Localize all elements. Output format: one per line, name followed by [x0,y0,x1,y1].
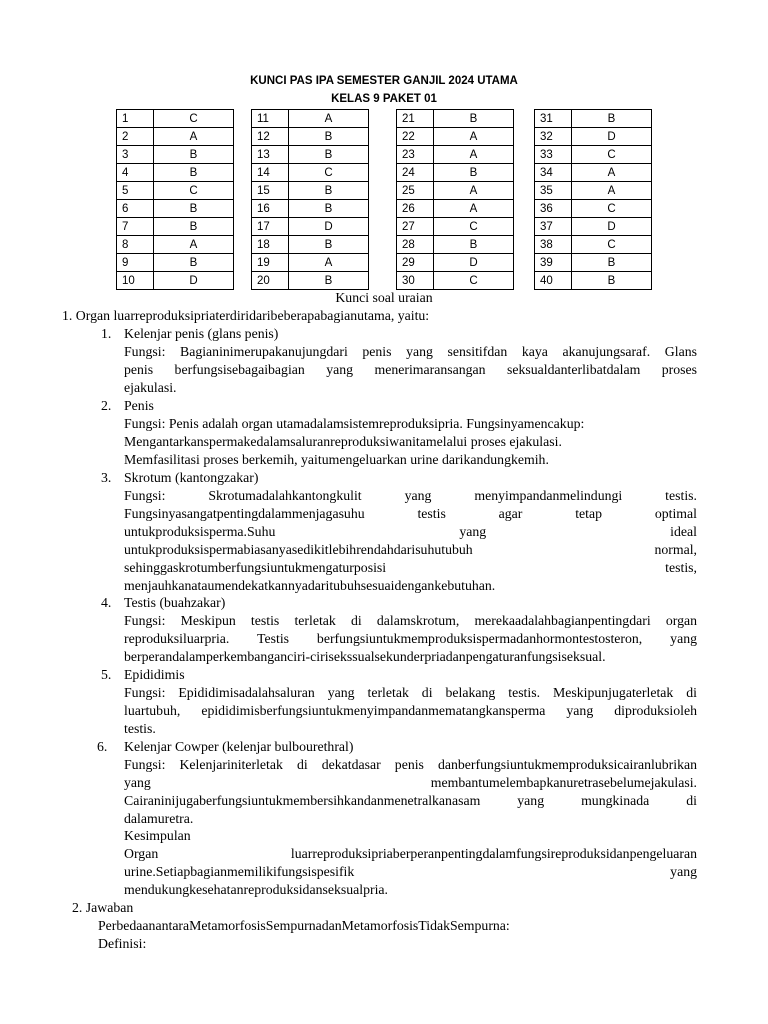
answer-letter: B [434,110,514,128]
item-6-text: Fungsi: Kelenjariniterletak di dekatdasar penis danberfungsiuntukmemproduksicairanlubrikan [124,757,697,772]
answer-letter: A [154,128,234,146]
answer-letter: A [572,164,652,182]
question-number: 16 [252,200,289,218]
item-5-title: Epididimis [124,667,185,682]
question-number: 28 [397,236,434,254]
answer-row [535,236,652,254]
item-4-title: Testis (buahzakar) [124,595,226,610]
answer-row [252,110,369,128]
item-1-text: ejakulasi. [124,380,177,395]
answer-letter: B [154,254,234,272]
answer-letter: C [434,272,514,290]
answer-letter: B [572,254,652,272]
item-6-title: Kelenjar Cowper (kelenjar bulbourethral) [124,739,354,754]
item-2-text: Memfasilitasi proses berkemih, yaitumengeluarkan urine darikandungkemih. [124,452,549,467]
answer-letter: B [289,272,369,290]
question-number: 27 [397,218,434,236]
question-number: 24 [397,164,434,182]
item-5-text: luartubuh, epididimisberfungsiuntukmenyimpandanmematangkansperma yang diproduksioleh [124,703,697,718]
question-number: 11 [252,110,289,128]
answer-row [117,128,234,146]
answer-letter: A [434,200,514,218]
question-number: 15 [252,182,289,200]
question-number: 6 [117,200,154,218]
answer-letter: A [434,146,514,164]
conclusion-label: Kesimpulan [124,828,191,843]
item-6-text: yang membantumelembapkanuretrasebelumejakulasi. [124,775,697,790]
answer-row [535,182,652,200]
answer-row [117,200,234,218]
answer-letter: C [434,218,514,236]
question-number: 18 [252,236,289,254]
answer-row [535,146,652,164]
question-number: 34 [535,164,572,182]
question-number: 14 [252,164,289,182]
answer-letter: A [572,182,652,200]
answer-letter: B [289,200,369,218]
answer-key-table-4 [534,109,652,290]
answer-letter: A [289,110,369,128]
document-title: KUNCI PAS IPA SEMESTER GANJIL 2024 UTAMA [250,75,518,87]
question-number: 26 [397,200,434,218]
question-number: 37 [535,218,572,236]
answer-letter: B [434,236,514,254]
answer-row [535,200,652,218]
question-2-definition-label: Definisi: [98,936,147,951]
question-number: 25 [397,182,434,200]
item-3-text: menjauhkanataumendekatkannyadaritubuhsesuaidengankebutuhan. [124,578,496,593]
item-2-text: Mengantarkanspermakedalamsaluranreproduksiwanitamelalui proses ejakulasi. [124,434,562,449]
item-2-text: Fungsi: Penis adalah organ utamadalamsistemreproduksipria. Fungsinyamencakup: [124,416,585,431]
question-number: 23 [397,146,434,164]
answer-letter: B [289,146,369,164]
answer-row [252,182,369,200]
question-number: 31 [535,110,572,128]
answer-letter: B [154,146,234,164]
answer-row [117,164,234,182]
item-3-marker: 3. [101,470,112,485]
conclusion-text: urine.Setiapbagianmemilikifungsispesifik yang [124,864,697,879]
question-number: 32 [535,128,572,146]
answer-row [397,110,514,128]
answer-letter: B [572,110,652,128]
question-number: 8 [117,236,154,254]
document-subtitle: KELAS 9 PAKET 01 [331,93,437,105]
answer-key-table-3 [396,109,514,290]
item-3-text: Fungsinyasangatpentingdalammenjagasuhu testis agar tetap optimal [124,506,697,521]
item-3-text: untukproduksispermabiasanyasedikitlebihrendahdarisuhutubuh normal, [124,542,697,557]
item-5-text: Fungsi: Epididimisadalahsaluran yang terletak di belakang testis. Meskipunjugaterletak di [124,685,697,700]
question-2-text: PerbedaanantaraMetamorfosisSempurnadanMetamorfosisTidakSempurna: [98,918,510,933]
question-1-intro: 1. Organ luarreproduksipriaterdiridaribeberapabagianutama, yaitu: [62,308,430,323]
answer-letter: D [154,272,234,290]
question-number: 9 [117,254,154,272]
answer-row [397,164,514,182]
answer-row [397,236,514,254]
item-3-title: Skrotum (kantongzakar) [124,470,259,485]
answer-row [252,218,369,236]
item-3-text: untukproduksisperma.Suhu yang ideal [124,524,697,539]
question-number: 12 [252,128,289,146]
item-1-text: penis berfungsisebagaibagian yang menerimaransangan seksualdanterlibatdalam proses [124,362,697,377]
item-4-text: reproduksiluarpria. Testis berfungsiuntukmemproduksispermadanhormontestosteron, yang [124,631,697,646]
question-number: 21 [397,110,434,128]
answer-letter: A [289,254,369,272]
question-number: 7 [117,218,154,236]
item-4-text: Fungsi: Meskipun testis terletak di dalamskrotum, merekaadalahbagianpentingdari organ [124,613,697,628]
answer-letter: B [289,128,369,146]
item-2-marker: 2. [101,398,112,413]
question-number: 1 [117,110,154,128]
answer-letter: B [154,200,234,218]
answer-letter: D [289,218,369,236]
item-4-text: berperandalamperkembanganciri-cirisekssualsekunderpriadanpengaturanfungsiseksual. [124,649,606,664]
answer-letter: A [154,236,234,254]
essay-heading: Kunci soal uraian [335,290,433,305]
answer-row [397,146,514,164]
item-5-marker: 5. [101,667,112,682]
answer-row [397,182,514,200]
answer-row [252,128,369,146]
answer-letter: B [154,164,234,182]
answer-letter: B [289,182,369,200]
item-3-text: Fungsi: Skrotumadalahkantongkulit yang menyimpandanmelindungi testis. [124,488,697,503]
answer-row [397,200,514,218]
question-number: 2 [117,128,154,146]
answer-row [117,254,234,272]
answer-row [535,164,652,182]
item-6-text: Cairaninijugaberfungsiuntukmembersihkandanmenetralkanasam yang mungkinada di [124,793,697,808]
answer-row [117,272,234,290]
answer-key-table-1 [116,109,234,290]
question-number: 3 [117,146,154,164]
answer-letter: A [434,128,514,146]
answer-row [535,272,652,290]
question-number: 39 [535,254,572,272]
answer-row [397,254,514,272]
question-number: 19 [252,254,289,272]
answer-letter: A [434,182,514,200]
item-1-title: Kelenjar penis (glans penis) [124,326,279,341]
answer-letter: D [572,218,652,236]
answer-letter: D [572,128,652,146]
item-2-title: Penis [124,398,154,413]
item-1-marker: 1. [101,326,112,341]
answer-row [252,254,369,272]
answer-row [535,218,652,236]
item-1-text: Fungsi: Bagianinimerupakanujungdari penis yang sensitifdan kaya akanujungsaraf. Glans [124,344,697,359]
question-number: 4 [117,164,154,182]
question-number: 20 [252,272,289,290]
answer-row [535,254,652,272]
question-number: 30 [397,272,434,290]
answer-row [117,218,234,236]
answer-row [397,128,514,146]
answer-letter: C [154,110,234,128]
answer-letter: B [572,272,652,290]
answer-row [397,218,514,236]
question-number: 36 [535,200,572,218]
answer-row [117,110,234,128]
answer-row [252,200,369,218]
item-6-text: dalamuretra. [124,811,194,826]
answer-row [252,272,369,290]
answer-letter: C [289,164,369,182]
answer-row [117,182,234,200]
answer-row [252,164,369,182]
question-number: 38 [535,236,572,254]
item-5-text: testis. [124,721,156,736]
answer-letter: B [154,218,234,236]
answer-row [117,236,234,254]
answer-row [252,236,369,254]
answer-row [535,110,652,128]
item-6-marker: 6. [97,739,108,754]
answer-key-table-2 [251,109,369,290]
conclusion-text: mendukungkesehatanreproduksidanseksualpria. [124,882,388,897]
question-number: 33 [535,146,572,164]
answer-row [397,272,514,290]
question-number: 17 [252,218,289,236]
item-3-text: sehinggaskrotumberfungsiuntukmengaturposisi testis, [124,560,697,575]
question-number: 40 [535,272,572,290]
question-number: 22 [397,128,434,146]
answer-letter: C [154,182,234,200]
question-number: 10 [117,272,154,290]
answer-letter: C [572,146,652,164]
question-2-label: 2. Jawaban [72,900,134,915]
answer-letter: D [434,254,514,272]
answer-letter: C [572,236,652,254]
question-number: 29 [397,254,434,272]
answer-letter: B [289,236,369,254]
answer-letter: C [572,200,652,218]
answer-letter: B [434,164,514,182]
question-number: 35 [535,182,572,200]
item-4-marker: 4. [101,595,112,610]
conclusion-text: Organ luarreproduksipriaberperanpentingdalamfungsireproduksidanpengeluaran [124,846,697,861]
answer-row [535,128,652,146]
question-number: 5 [117,182,154,200]
answer-row [117,146,234,164]
question-number: 13 [252,146,289,164]
answer-row [252,146,369,164]
